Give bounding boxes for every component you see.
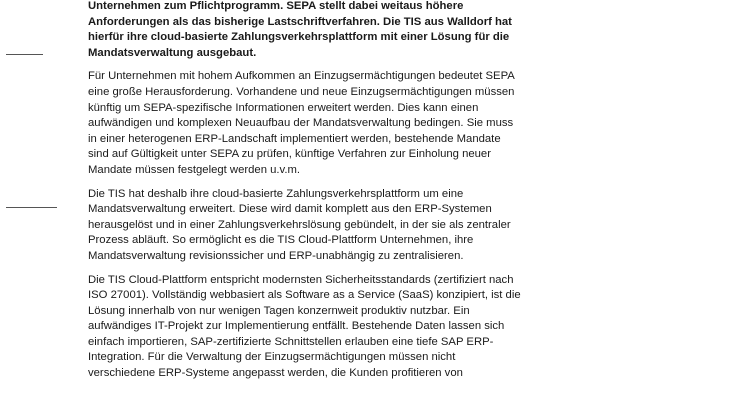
lead-paragraph (88, 0, 728, 61)
lead-line: Anforderungen als das bisherige Lastschriftverfahren. Die TIS aus Walldorf hat (88, 15, 512, 28)
paragraph-line: Prozess abläuft. So ermöglicht es die TIS Cloud-Plattform Unternehmen, ihre (88, 234, 474, 247)
paragraph-line: in einer heterogenen ERP-Landschaft implementiert werden, bestehende Mandate (88, 132, 501, 145)
body-paragraph-1 (88, 69, 728, 178)
body-paragraph-3 (88, 273, 728, 382)
paragraph-line: sind auf Gültigkeit unter SEPA zu prüfen, künftige Verfahren zur Einholung neuer (88, 148, 491, 161)
paragraph-line: künftig um SEPA-spezifische Informationen erweitert werden. Dies kann einen (88, 101, 479, 114)
paragraph-line: Mandatsverwaltung erweitert. Diese wird damit komplett aus den ERP-Systemen (88, 203, 492, 216)
paragraph-line: Lösung innerhalb von nur wenigen Tagen konzernweit produktiv nutzbar. Ein (88, 304, 470, 317)
paragraph-line: Integration. Für die Verwaltung der Einzugsermächtigungen müssen nicht (88, 351, 456, 364)
lead-line: hierfür ihre cloud-basierte Zahlungsverkehrsplattform mit einer Lösung für die (88, 31, 510, 44)
paragraph-line: herausgelöst und in einer Zahlungsverkehrslösung gebündelt, in der sie als zentraler (88, 218, 511, 231)
paragraph-line: verschiedene ERP-Systeme angepasst werden, die Kunden profitieren von (88, 367, 463, 380)
paragraph-line: Mandate müssen festgelegt werden u.v.m. (88, 163, 301, 176)
article-body (88, 0, 728, 390)
paragraph-line: eine große Herausforderung. Vorhandene und neue Einzugsermächtigungen müssen (88, 85, 515, 98)
paragraph-line: Für Unternehmen mit hohem Aufkommen an Einzugsermächtigungen bedeutet SEPA (88, 70, 515, 83)
paragraph-line: aufwändiges IT-Projekt zur Implementierung entfällt. Bestehende Daten lassen sich (88, 320, 505, 333)
paragraph-line: einfach importieren, SAP-zertifizierte Schnittstellen erlauben eine tiefe SAP ERP- (88, 335, 494, 348)
paragraph-line: ISO 27001). Vollständig webbasiert als Software as a Service (SaaS) konzipiert, ist die (88, 289, 521, 302)
body-paragraph-2 (88, 187, 728, 265)
paragraph-line: Die TIS Cloud-Plattform entspricht modernsten Sicherheitsstandards (zertifiziert nach (88, 273, 514, 286)
margin-rule-top (6, 54, 43, 55)
margin-rule-middle (6, 207, 57, 208)
lead-line: Unternehmen zum Pflichtprogramm. SEPA stellt dabei weitaus höhere (88, 0, 464, 12)
paragraph-line: Mandatsverwaltung revisionssicher und ERP-unabhängig zu zentralisieren. (88, 249, 464, 262)
paragraph-line: Die TIS hat deshalb ihre cloud-basierte Zahlungsverkehrsplattform um eine (88, 187, 464, 200)
lead-line: Mandatsverwaltung ausgebaut. (88, 46, 257, 59)
paragraph-line: aufwändigen und komplexen Neuaufbau der Mandatsverwaltung bedingen. Sie muss (88, 117, 514, 130)
